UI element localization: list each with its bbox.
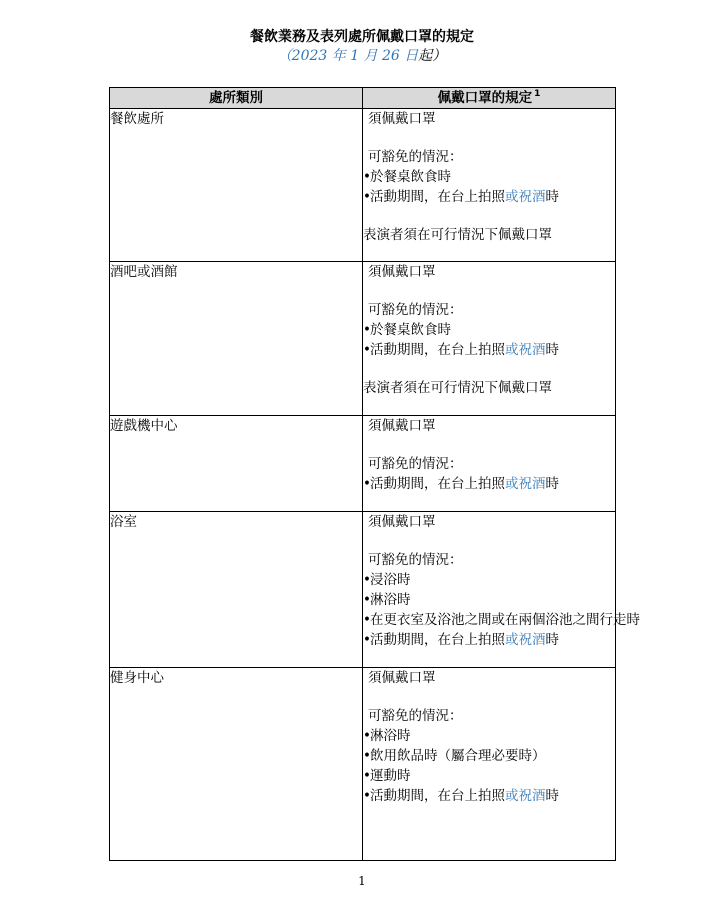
- activity-highlight: 或祝酒: [505, 788, 546, 804]
- table-row: [110, 416, 616, 512]
- header-requirement: [363, 88, 616, 109]
- requirement-cell: [363, 668, 616, 861]
- table-row: [110, 668, 616, 861]
- requirement-cell: [363, 109, 616, 262]
- activity-text: 活動期間，在台上拍照: [370, 476, 505, 492]
- header-category: 處所類別: [110, 88, 363, 109]
- effective-date-prefix: （2023 年 1 月 26 日: [277, 48, 419, 64]
- exemption-heading: 可豁免的情況：: [368, 552, 463, 568]
- list-item: • 飲用飲品時（屬合理必要時）: [363, 746, 615, 766]
- list-item: [363, 630, 615, 650]
- list-item: • 淋浴時: [363, 590, 615, 610]
- activity-text: 活動期間，在台上拍照: [370, 342, 505, 358]
- table-row: [110, 512, 616, 668]
- exemption-heading: 可豁免的情況：: [368, 456, 463, 472]
- table-row: [110, 262, 616, 416]
- activity-text: 活動期間，在台上拍照: [370, 632, 505, 648]
- activity-suffix: 時: [545, 788, 559, 804]
- requirement-cell: [363, 416, 616, 512]
- page-number: 1: [358, 874, 366, 888]
- effective-date: [0, 47, 724, 65]
- performers-note: 表演者須在可行情況下佩戴口罩: [363, 227, 552, 243]
- must-wear-text: 須佩戴口罩: [368, 514, 436, 530]
- list-item: [363, 786, 615, 806]
- effective-date-suffix: 起）: [418, 48, 447, 64]
- table-header-row: [110, 88, 616, 109]
- list-item: • 淋浴時: [363, 726, 615, 746]
- must-wear-text: 須佩戴口罩: [368, 418, 436, 434]
- list-item: • 於餐桌飲食時: [363, 320, 615, 340]
- activity-highlight: 或祝酒: [505, 189, 546, 205]
- requirement-cell: [363, 262, 616, 416]
- activity-highlight: 或祝酒: [505, 342, 546, 358]
- requirement-cell: [363, 512, 640, 668]
- list-item: [363, 474, 615, 494]
- performers-note: 表演者須在可行情況下佩戴口罩: [363, 380, 552, 396]
- must-wear-text: 須佩戴口罩: [368, 264, 436, 280]
- category-cell: 餐飲處所: [110, 109, 363, 262]
- category-cell: 浴室: [110, 512, 363, 668]
- activity-suffix: 時: [545, 476, 559, 492]
- must-wear-text: 須佩戴口罩: [368, 670, 436, 686]
- header-requirement-label: 佩戴口罩的規定: [437, 90, 533, 106]
- list-item: [363, 187, 615, 207]
- table-row: [110, 109, 616, 262]
- category-cell: 酒吧或酒館: [110, 262, 363, 416]
- activity-highlight: 或祝酒: [505, 476, 546, 492]
- category-cell: 健身中心: [110, 668, 363, 861]
- activity-highlight: 或祝酒: [505, 632, 546, 648]
- list-item: [363, 340, 615, 360]
- list-item: • 浸浴時: [363, 570, 615, 590]
- activity-text: 活動期間，在台上拍照: [370, 788, 505, 804]
- exemption-heading: 可豁免的情況：: [368, 149, 463, 165]
- document-title: 餐飲業務及表列處所佩戴口罩的規定: [250, 29, 474, 45]
- category-cell: 遊戲機中心: [110, 416, 363, 512]
- list-item: • 運動時: [363, 766, 615, 786]
- exemption-heading: 可豁免的情況：: [368, 708, 463, 724]
- activity-text: 活動期間，在台上拍照: [370, 189, 505, 205]
- mask-rules-table: [109, 87, 640, 861]
- activity-suffix: 時: [545, 632, 559, 648]
- list-item: • 在更衣室及浴池之間或在兩個浴池之間行走時: [363, 610, 615, 630]
- activity-suffix: 時: [545, 189, 559, 205]
- list-item: • 於餐桌飲食時: [363, 167, 615, 187]
- exemption-heading: 可豁免的情況：: [368, 302, 463, 318]
- activity-suffix: 時: [545, 342, 559, 358]
- footnote-marker: 1: [534, 89, 541, 99]
- must-wear-text: 須佩戴口罩: [368, 111, 436, 127]
